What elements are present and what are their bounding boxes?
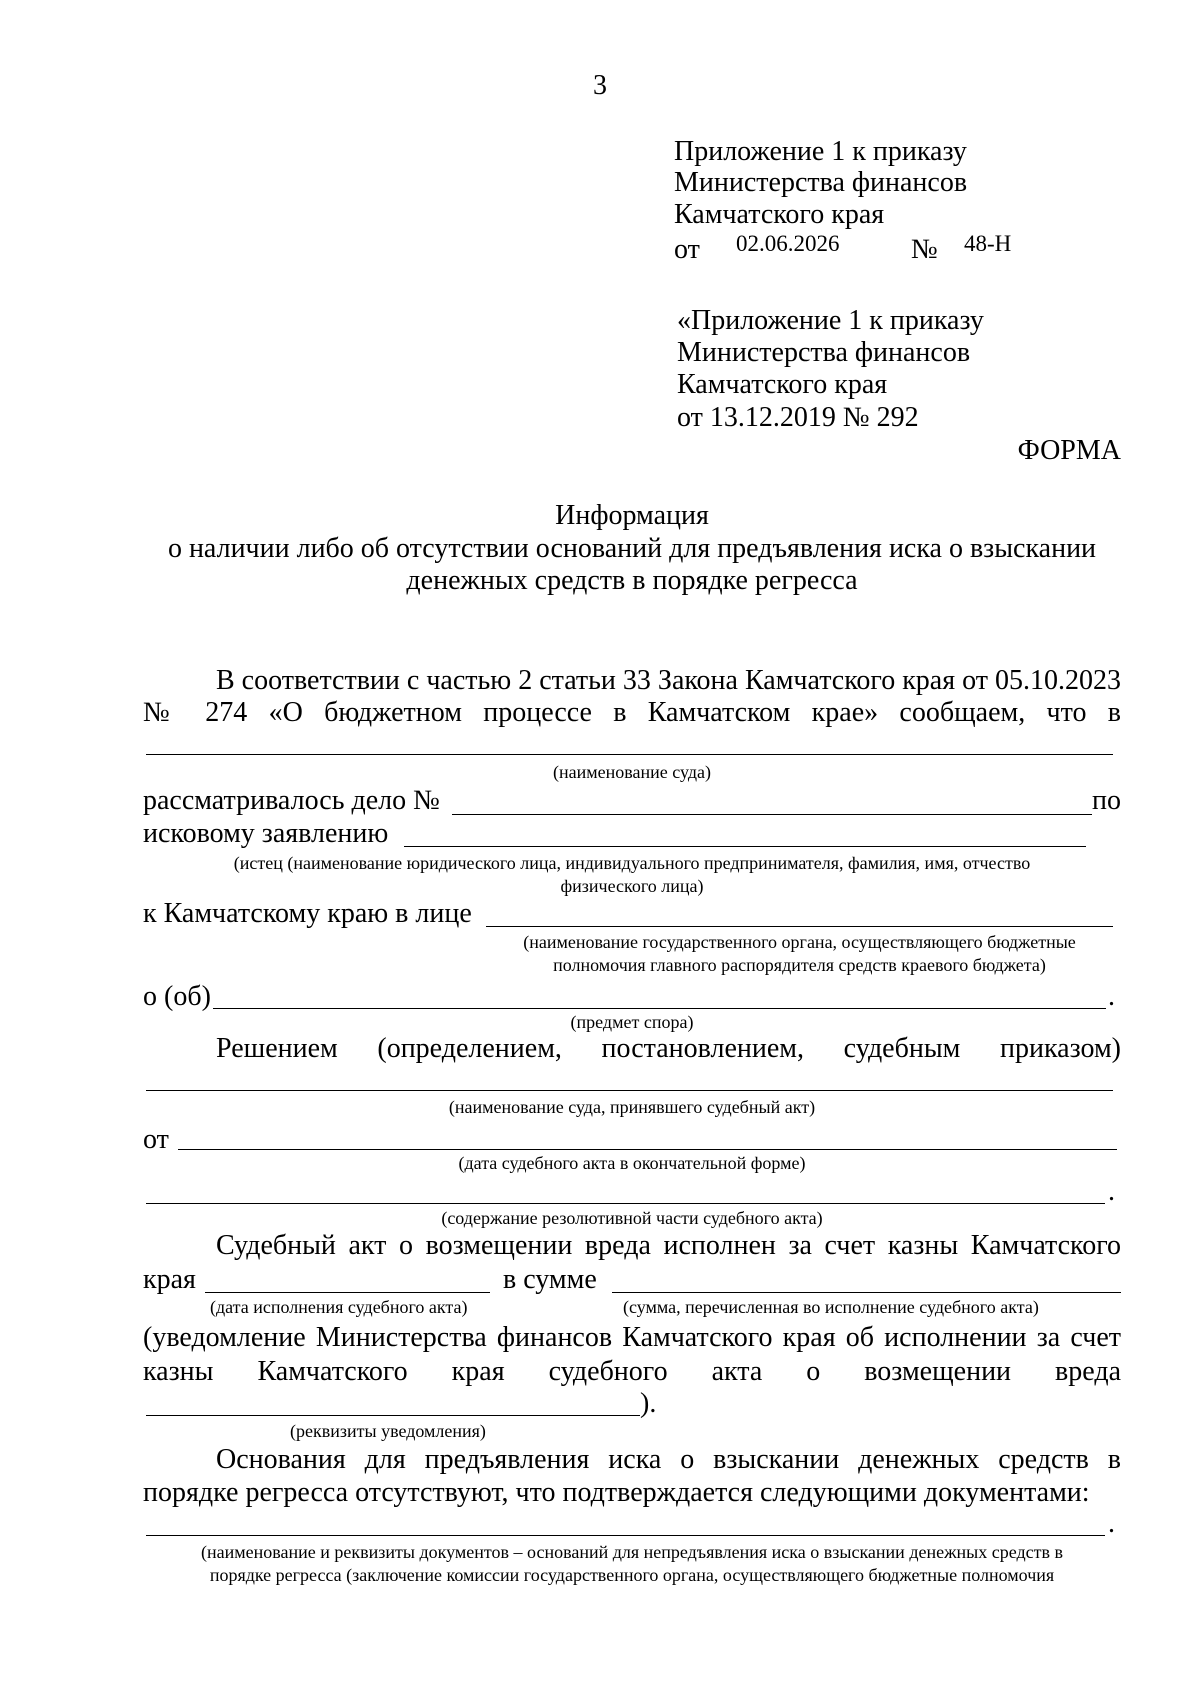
paragraph3-line1: (уведомление Министерства финансов Камчатского края об исполнении за счет bbox=[143, 1322, 1121, 1353]
paragraph4-line2: порядке регресса отсутствуют, что подтверждается следующими документами: bbox=[143, 1477, 1090, 1508]
notice-line bbox=[146, 1415, 640, 1416]
hint-exec-date: (дата исполнения судебного акта) bbox=[210, 1297, 468, 1317]
title-line2: о наличии либо об отсутствии оснований для предъявления иска о взыскании bbox=[167, 533, 1097, 564]
hint-plaintiff-1: (истец (наименование юридического лица, индивидуального предпринимателя, фамилия, имя, отчество bbox=[233, 853, 1031, 873]
court-name-line bbox=[146, 754, 1113, 755]
appendix-new-line3: Камчатского края bbox=[674, 199, 885, 230]
appendix-new-number-label: № bbox=[911, 234, 938, 265]
appendix-old-line4: от 13.12.2019 № 292 bbox=[677, 402, 919, 433]
title-line1: Информация bbox=[555, 500, 709, 531]
plaintiff-line bbox=[404, 846, 1086, 847]
hint-act-date: (дата судебного акта в окончательной форме) bbox=[458, 1153, 806, 1173]
paragraph4-line1: Основания для предъявления иска о взыскании денежных средств в bbox=[216, 1444, 1121, 1475]
paragraph3-line2: казны Камчатского края судебного акта о возмещении вреда bbox=[143, 1356, 1121, 1387]
hint-organ-1: (наименование государственного органа, осуществляющего бюджетные bbox=[523, 932, 1076, 952]
act-date-from-label: от bbox=[143, 1124, 169, 1155]
appendix-old-line1: «Приложение 1 к приказу bbox=[677, 305, 984, 336]
resolution-period: . bbox=[1108, 1176, 1115, 1207]
subject-period: . bbox=[1108, 981, 1115, 1012]
defendant-label: к Камчатскому краю в лице bbox=[143, 898, 472, 929]
appendix-new-line2: Министерства финансов bbox=[674, 167, 968, 198]
paragraph1-line1: В соответствии с частью 2 статьи 33 Закона Камчатского края от 05.10.2023 bbox=[216, 665, 1121, 696]
title-line3: денежных средств в порядке регресса bbox=[406, 565, 858, 596]
decision-line: Решением (определением, постановлением, судебным приказом) bbox=[216, 1033, 1121, 1064]
hint-court-act: (наименование суда, принявшего судебный акт) bbox=[448, 1097, 816, 1117]
paragraph3-close: ). bbox=[640, 1388, 657, 1419]
appendix-new-from-label: от bbox=[674, 234, 700, 265]
hint-docs-2: порядке регресса (заключение комиссии государственного органа, осуществляющего бюджетные полномочия bbox=[209, 1565, 1055, 1585]
hint-resolution: (содержание резолютивной части судебного акта) bbox=[441, 1208, 823, 1228]
resolution-line bbox=[146, 1203, 1105, 1204]
appendix-new-line1: Приложение 1 к приказу bbox=[674, 136, 967, 167]
case-label: рассматривалось дело № bbox=[143, 785, 440, 816]
hint-organ-2: полномочия главного распорядителя средств краевого бюджета) bbox=[553, 955, 1046, 975]
sum-label: в сумме bbox=[503, 1264, 597, 1295]
hint-sum: (сумма, перечисленная во исполнение судебного акта) bbox=[623, 1297, 1039, 1317]
appendix-old-line3: Камчатского края bbox=[677, 369, 888, 400]
documents-line bbox=[146, 1535, 1105, 1536]
hint-plaintiff-2: физического лица) bbox=[560, 876, 704, 896]
court-act-line bbox=[146, 1090, 1113, 1091]
hint-court: (наименование суда) bbox=[552, 762, 712, 782]
subject-line bbox=[213, 1008, 1106, 1009]
hint-subject: (предмет спора) bbox=[570, 1012, 694, 1032]
appendix-old-line2: Министерства финансов bbox=[677, 337, 971, 368]
paragraph1-line2: № 274 «О бюджетном процессе в Камчатском крае» сообщаем, что в bbox=[143, 697, 1121, 728]
documents-period: . bbox=[1108, 1508, 1115, 1539]
act-date-line bbox=[178, 1149, 1117, 1150]
appendix-new-number: 48-Н bbox=[964, 231, 1012, 256]
case-number-line bbox=[452, 814, 1092, 815]
claim-label: исковому заявлению bbox=[143, 818, 389, 849]
sum-line bbox=[612, 1292, 1121, 1293]
hint-docs-1: (наименование и реквизиты документов – оснований для непредъявления иска о взыскании денежных средств в bbox=[200, 1542, 1063, 1562]
exec-date-line bbox=[205, 1292, 490, 1293]
paragraph2-line1: Судебный акт о возмещении вреда исполнен за счет казны Камчатского bbox=[216, 1230, 1121, 1261]
organ-line bbox=[486, 926, 1113, 927]
subject-label: о (об) bbox=[143, 981, 211, 1012]
appendix-new-date: 02.06.2026 bbox=[736, 231, 840, 256]
case-by-label: по bbox=[1092, 785, 1121, 816]
region-label: края bbox=[143, 1264, 196, 1295]
hint-notice: (реквизиты уведомления) bbox=[290, 1421, 486, 1441]
form-label: ФОРМА bbox=[1017, 435, 1121, 466]
page-number: 3 bbox=[593, 70, 607, 101]
